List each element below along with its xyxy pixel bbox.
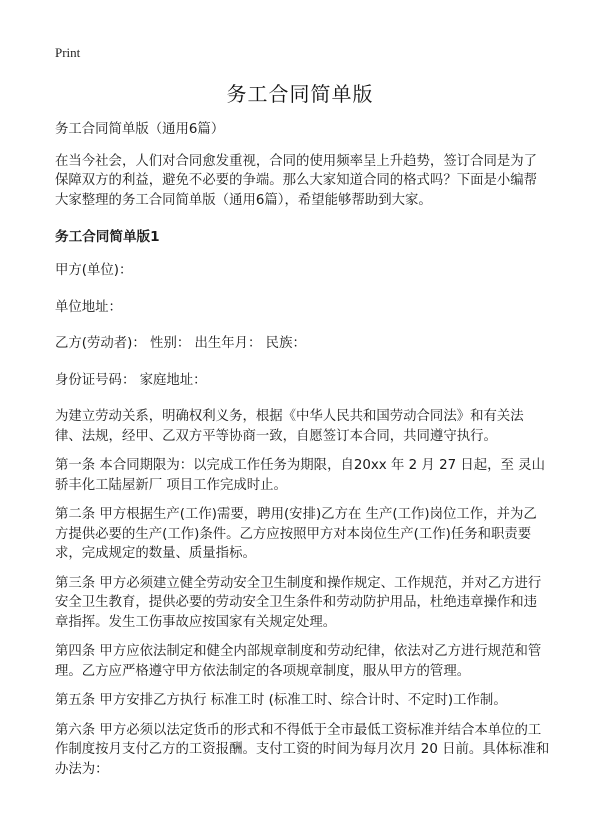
field-party-b: 乙方(劳动者)： 性别： 出生年月： 民族：: [55, 336, 306, 351]
print-label: Print: [55, 45, 81, 60]
field-party-a: 甲方(单位)：: [55, 263, 133, 278]
field-party-a-address: 单位地址：: [55, 299, 122, 315]
paragraph-article-2: 第二条 甲方根据生产(工作)需要，聘用(安排)乙方在 生产(工作)岗位工作，并为乙方提供必要的生产(工作)条件。乙方应按照甲方对本岗位生产(工作)任务和职责要求，完成规定的数量、质量指标。: [55, 507, 537, 561]
paragraph-article-5: 第五条 甲方安排乙方执行 标准工时 (标准工时、综合计时、不定时)工作制。: [55, 693, 507, 708]
intro-paragraph: 在当今社会，人们对合同愈发重视，合同的使用频率呈上升趋势，签订合同是为了保障双方的利益，避免不必要的争端。那么大家知道合同的格式吗？下面是小编帮大家整理的务工合同简单版（通用6篇），希望能够帮助到大家。: [55, 153, 538, 208]
paragraph-article-3: 第三条 甲方必须建立健全劳动安全卫生制度和操作规定、工作规范，并对乙方进行安全卫生教育，提供必要的劳动安全卫生条件和劳动防护用品，杜绝违章操作和违章指挥。发生工伤事故应按国家有关规定处理。: [55, 575, 542, 630]
paragraph-article-6: 第六条 甲方必须以法定货币的形式和不得低于全市最低工资标准并结合本单位的工作制度按月支付乙方的工资报酬。支付工资的时间为每月次月 20 日前。具体标准和办法为：: [55, 722, 550, 777]
section-heading: 务工合同简单版1: [55, 229, 160, 245]
document-title: 务工合同简单版: [226, 82, 374, 106]
document-subtitle: 务工合同简单版（通用6篇）: [55, 122, 225, 137]
paragraph-preamble: 为建立劳动关系，明确权利义务，根据《中华人民共和国劳动合同法》和有关法律、法规，经甲、乙双方平等协商一致，自愿签订本合同，共同遵守执行。: [55, 409, 524, 444]
paragraph-article-1: 第一条 本合同期限为：以完成工作任务为期限，自20xx 年 2 月 27 日起，至 灵山骄丰化工陆屋新厂 项目工作完成时止。: [55, 458, 545, 493]
field-id-number: 身份证号码： 家庭地址：: [55, 372, 207, 388]
document-body: [55, 120, 550, 789]
paragraph-article-4: 第四条 甲方应依法制定和健全内部规章制度和劳动纪律，依法对乙方进行规范和管理。乙方应严格遵守甲方依法制定的各项规章制度，服从甲方的管理。: [55, 644, 542, 679]
